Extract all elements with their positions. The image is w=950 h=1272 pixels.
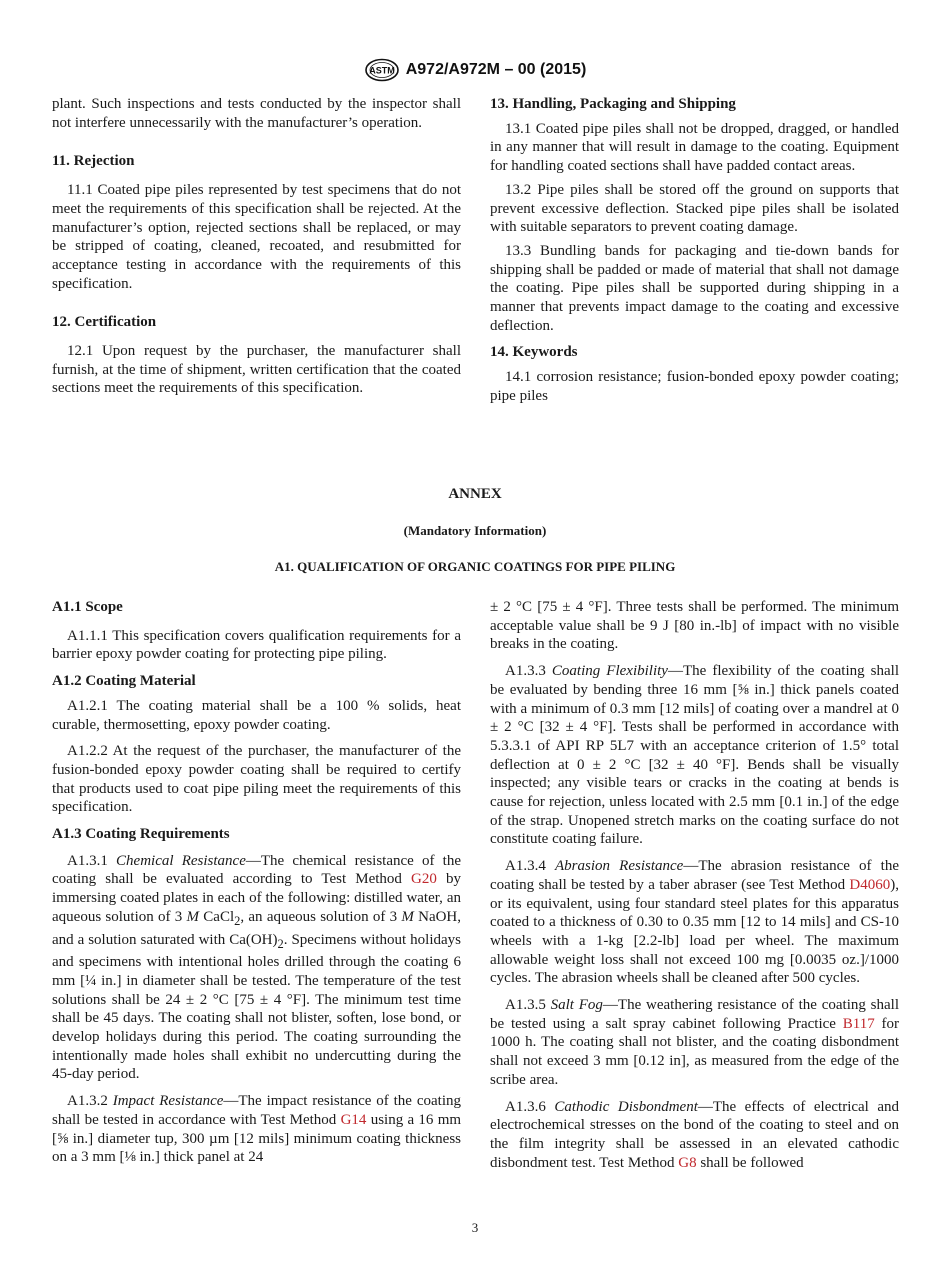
annex-title: ANNEX xyxy=(448,486,502,502)
paragraph-a1-3-2: A1.3.2 Impact Resistance—The impact resistance of the coating shall be tested in accordance with Test Method G14 using a 16 mm [⅝ in.] diameter tup, 300 µm [12 mils] minimum coating thickness on a 3 mm [⅛ in.] thick panel at 24 xyxy=(52,1093,462,1166)
section-heading-a1-1: A1.1 Scope xyxy=(52,599,123,615)
section-heading-handling: 13. Handling, Packaging and Shipping xyxy=(490,96,736,112)
paragraph-a1-3-5: A1.3.5 Salt Fog—The weathering resistance of the coating shall be tested using a salt spray cabinet following Practice B117 for 1000 h. The coating shall not blister, and the coating disbondment shall not exceed 3 mm [0.12 in], as measured from the edge of the scribe area. xyxy=(490,997,899,1088)
paragraph-title: Coating Flexibility xyxy=(551,663,668,680)
link-b117[interactable]: B117 xyxy=(842,1015,875,1032)
annex-subtitle: (Mandatory Information) xyxy=(403,523,547,538)
paragraph-title: Chemical Resistance xyxy=(116,852,246,869)
paragraph-14-1: 14.1 corrosion resistance; fusion-bonded epoxy powder coating; pipe piles xyxy=(490,369,899,404)
paragraph-a1-3-6: A1.3.6 Cathodic Disbondment—The effects of electrical and electrochemical stresses on the bond of the coating to steel and on the film integrity shall be assessed in an elevated cathodic disbondment test. Test Method G8 shall be followed xyxy=(490,1098,900,1171)
paragraph-a1-3-4: A1.3.4 Abrasion Resistance—The abrasion resistance of the coating shall be tested by a taber abraser (see Test Method D4060), or its equivalent, using four standard steel plates for this apparatus coated to a thickness of 0.30 to 0.35 mm [12 to 14 mils] and CS-10 wheels with a 1-kg [2.2-lb] load per wheel. The maximum allowable weight loss shall not exceed 100 mg [0.0035 oz.]/1000 cycles. The abrasion wheels shall be cleaned after 500 cycles. xyxy=(490,858,900,987)
logo-text: ASTM xyxy=(368,65,395,76)
section-heading-a1-2: A1.2 Coating Material xyxy=(52,673,196,690)
paragraph-number: A1.3.5 xyxy=(505,997,546,1014)
section-heading-keywords: 14. Keywords xyxy=(490,344,578,361)
paragraph-a1-2-2: A1.2.2 At the request of the purchaser, the manufacturer of the fusion-bonded epoxy powder coating shall be required to certify that products used to coat pipe piling meet the requirements of this specification. xyxy=(52,743,461,816)
section-heading-rejection: 11. Rejection xyxy=(52,153,135,170)
paragraph-number: A1.3.1 xyxy=(67,852,108,869)
link-g14[interactable]: G14 xyxy=(340,1111,367,1128)
link-g8[interactable]: G8 xyxy=(678,1154,697,1171)
paragraph-11-1: 11.1 Coated pipe piles represented by test specimens that do not meet the requirements of this specification shall be rejected. At the manufacturer’s option, rejected sections shall be replaced, or may be stripped of coating, cleaned, recoated, and resubmitted for acceptance testing in accordance with the requirements of this specification. xyxy=(52,182,461,292)
paragraph-13-1: 13.1 Coated pipe piles shall not be dropped, dragged, or handled in any manner that will result in damage to the coating. Equipment for handling coated sections shall have padded contact areas. xyxy=(490,120,899,175)
paragraph-a1-3-3: A1.3.3 Coating Flexibility—The flexibility of the coating shall be evaluated by bending three 16 mm [⅝ in.] thick panels coated with a minimum of 0.3 mm [12 mils] of coating over a mandrel at 0 ± 2 °C [32 ± 4 °F]. Tests shall be performed in accordance with 5.3.3.1 of API RP 5L7 with an acceptance criterion of 1.5° total deflection at 0 ± 2 °C [32 ± 40 °F]. Bends shall be visually inspected; any visible tears or cracks in the coating at bends is cause for rejection, unless located with 2.5 mm [0.1 in.] of the edge of the strap. Unopened stretch marks on the coating surface do not constitute coating failure. xyxy=(490,663,900,848)
paragraph-continuation: plant. Such inspections and tests conducted by the inspector shall not interfere unnecessarily with the manufacturer’s operation. xyxy=(52,96,461,131)
section-heading-a1-3: A1.3 Coating Requirements xyxy=(52,826,230,843)
paragraph-a1-3-2-continuation: ± 2 °C [75 ± 4 °F]. Three tests shall be performed. The minimum acceptable value shall be 9 J [80 in.-lb] of impact with no visible breaks in the coating. xyxy=(490,599,899,653)
column-left-bottom xyxy=(52,598,461,1167)
paragraph-a1-2-1: A1.2.1 The coating material shall be a 100 % solids, heat curable, thermosetting, epoxy powder coating. xyxy=(52,697,461,733)
paragraph-title: Salt Fog xyxy=(550,997,603,1014)
link-g20[interactable]: G20 xyxy=(411,871,437,888)
paragraph-number: A1.3.4 xyxy=(505,858,546,875)
paragraph-13-2: 13.2 Pipe piles shall be stored off the ground on supports that prevent excessive deflection. Stacked pipe piles shall be isolated with suitable separators to prevent coating damage. xyxy=(490,181,899,236)
annex-heading: A1. QUALIFICATION OF ORGANIC COATINGS FOR PIPE PILING xyxy=(274,559,676,574)
paragraph-a1-1-1: A1.1.1 This specification covers qualification requirements for a barrier epoxy powder coating for protecting pipe piling. xyxy=(52,627,461,663)
column-right-bottom xyxy=(490,598,899,1172)
paragraph-number: A1.3.2 xyxy=(67,1093,108,1110)
page-header xyxy=(0,57,950,83)
column-left-top xyxy=(52,95,461,398)
paragraph-title: Cathodic Disbondment xyxy=(554,1098,698,1115)
document-designation: A972/A972M – 00 (2015) xyxy=(405,61,587,78)
paragraph-number: A1.3.3 xyxy=(505,663,546,680)
paragraph-title: Abrasion Resistance xyxy=(555,858,684,875)
section-heading-certification: 12. Certification xyxy=(52,314,157,331)
paragraph-a1-3-1: A1.3.1 Chemical Resistance—The chemical resistance of the coating shall be evaluated according to Test Method G20 by immersing coated plates in each of the following: distilled water, an aqueous solution of 3 M CaCl$_2$, an aqueous solution of 3 M NaOH, and a solution saturated with $Ca(OH)_2$. Specimens without holidays and specimens with intentional holes drilled through the coating 6 mm [¼ in.] in diameter shall be tested. The temperature of the test solutions shall be 24 ± 2 °C [75 ± 4 °F]. The minimum test time shall be 45 days. The coating shall not blister, soften, lose bond, or develop holidays during this period. The coating surrounding the intentionally made holes shall exhibit no undercutting during the 45-day period. xyxy=(52,852,462,1083)
paragraph-number: A1.3.6 xyxy=(505,1098,546,1115)
paragraph-12-1: 12.1 Upon request by the purchaser, the manufacturer shall furnish, at the time of shipment, written certification that the coated sections meet the requirements of this specification. xyxy=(52,343,461,397)
paragraph-13-3: 13.3 Bundling bands for packaging and tie-down bands for shipping shall be padded or made of material that shall not damage the coating. Pipe piles shall be supported during shipping in a manner that prevents impact damage to the coating and excessive deflection. xyxy=(490,242,899,334)
paragraph-title: Impact Resistance xyxy=(112,1093,224,1110)
page-number: 3 xyxy=(471,1220,479,1235)
column-right-top xyxy=(490,95,899,406)
link-d4060[interactable]: D4060 xyxy=(849,876,891,893)
astm-logo-icon xyxy=(364,58,400,82)
